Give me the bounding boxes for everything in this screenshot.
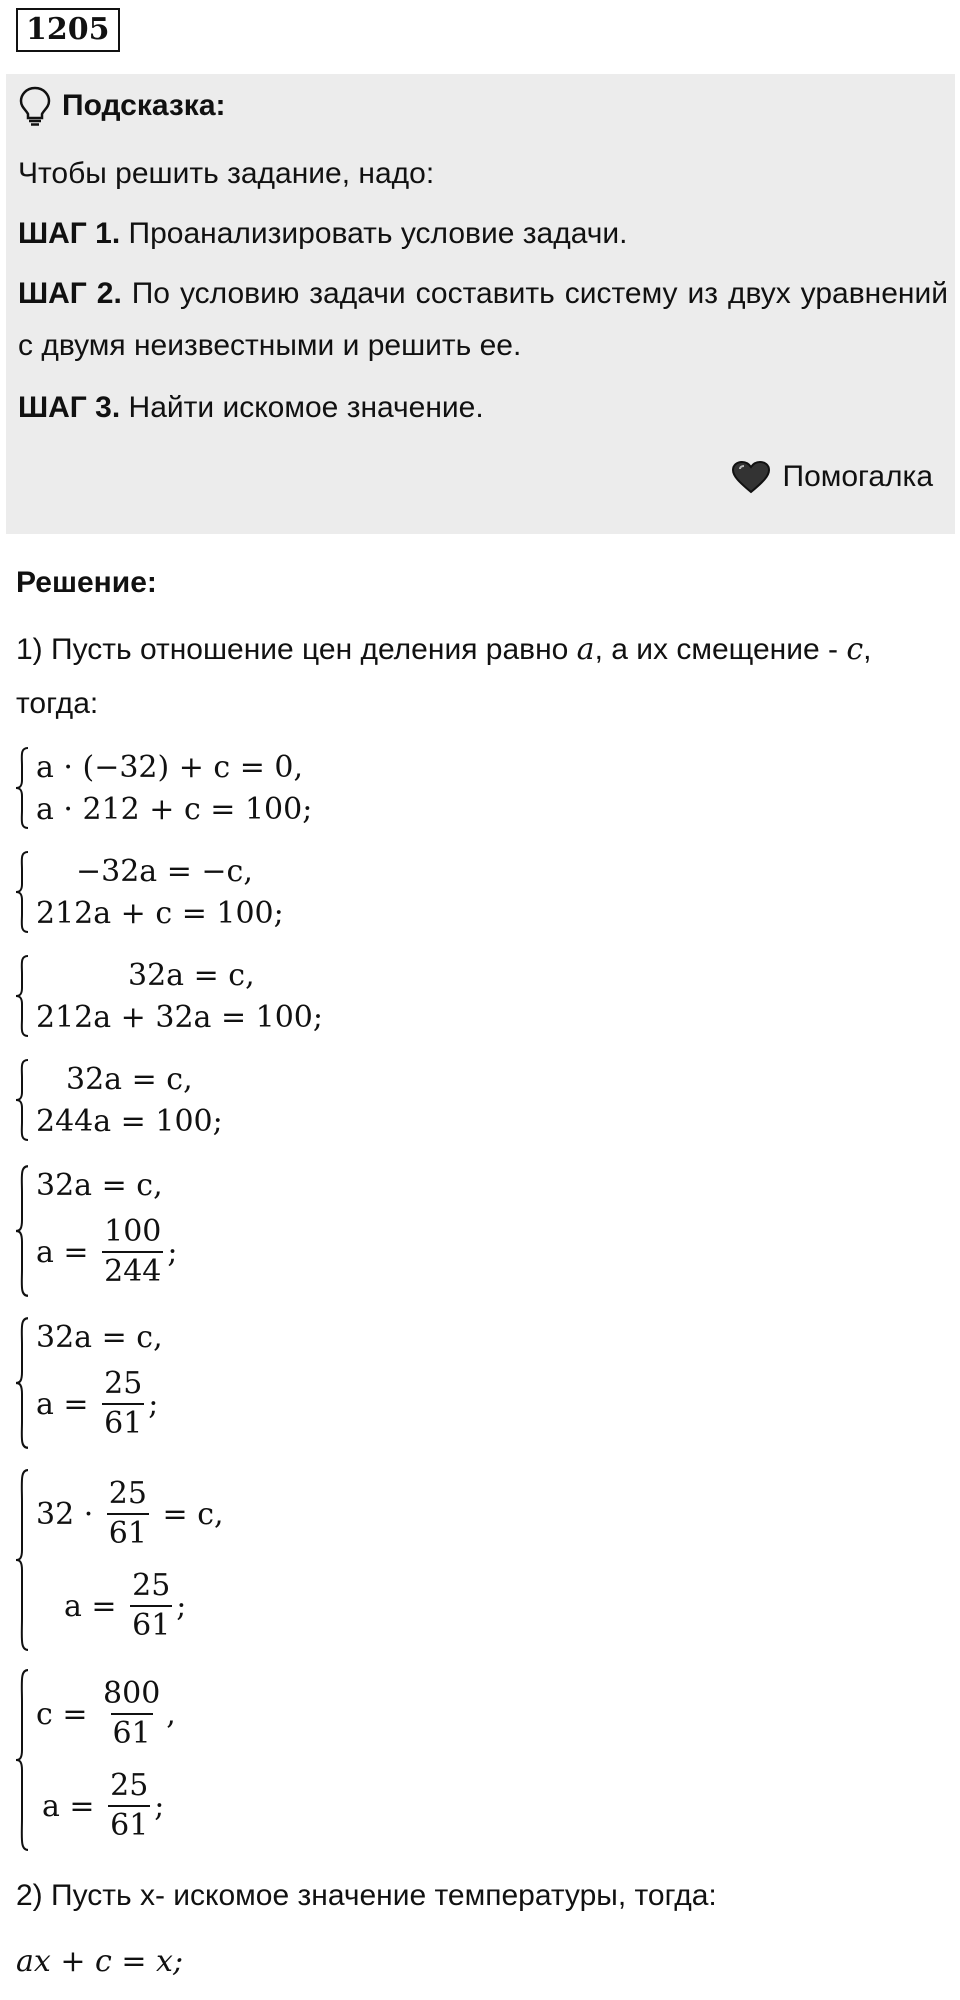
helper-label: Помогалка	[782, 460, 933, 493]
solution-step-1-then: тогда:	[16, 687, 99, 720]
numerator: 100	[104, 1214, 162, 1249]
system-8-row-2	[36, 1760, 176, 1852]
system-5-row-2	[36, 1206, 177, 1298]
rhs: = c,	[152, 1496, 224, 1532]
system-3-row-2: 212a + 32a = 100;	[36, 999, 323, 1035]
hint-intro: Чтобы решить задание, надо:	[18, 157, 435, 190]
var-c: c	[846, 632, 864, 667]
equation-system-1	[14, 746, 312, 830]
fraction	[108, 1767, 150, 1845]
fraction	[101, 1675, 162, 1753]
system-5-row-1: 32a = c,	[36, 1167, 163, 1203]
solution-step-1-line	[16, 624, 946, 676]
left-brace	[14, 1668, 30, 1852]
step-2-label: ШАГ 2.	[18, 277, 122, 310]
lhs: a =	[36, 1234, 99, 1270]
equation-system-4	[14, 1058, 223, 1142]
punct: ;	[176, 1588, 187, 1624]
lhs: a =	[42, 1788, 105, 1824]
step-3-label: ШАГ 3.	[18, 391, 121, 424]
var-a: a	[576, 632, 595, 667]
step-1-text: Проанализировать условие задачи.	[120, 217, 628, 250]
hint-box	[6, 74, 955, 534]
equation-system-8	[14, 1668, 176, 1852]
fraction	[102, 1213, 163, 1291]
system-3-row-1: 32a = c,	[128, 957, 255, 993]
system-4-row-2: 244a = 100;	[36, 1103, 223, 1139]
step-2-text: По условию задачи составить систему из двух уравнений с двумя неизвестными и решить ее.	[18, 277, 948, 362]
equation-system-3	[14, 954, 323, 1038]
numerator: 25	[108, 1476, 147, 1511]
numerator: 25	[110, 1768, 149, 1803]
denominator: 61	[102, 1403, 144, 1443]
step1-text-c: ,	[863, 633, 872, 666]
system-6-row-2	[36, 1358, 163, 1450]
hint-title	[18, 86, 226, 126]
denominator: 61	[108, 1805, 150, 1845]
system-1-row-2: a · 212 + c = 100;	[36, 791, 313, 827]
helper-link[interactable]	[731, 460, 934, 494]
lhs: a =	[36, 1386, 99, 1422]
numerator: 800	[103, 1676, 161, 1711]
punct: ;	[167, 1234, 178, 1270]
solution-title: Решение:	[16, 566, 157, 599]
left-brace	[14, 1058, 30, 1142]
denominator: 244	[102, 1251, 163, 1291]
left-brace	[14, 1468, 30, 1652]
step1-text-a: 1) Пусть отношение цен деления равно	[16, 633, 577, 666]
left-brace	[14, 850, 30, 934]
punct: ,	[166, 1696, 176, 1732]
system-2-row-1: −32a = −c,	[76, 853, 253, 889]
heart-icon	[731, 460, 771, 494]
system-7-row-2	[36, 1560, 224, 1652]
equation-system-2	[14, 850, 284, 934]
step1-text-b: , а их смещение -	[594, 633, 847, 666]
denominator: 61	[130, 1605, 172, 1645]
punct: ;	[148, 1386, 159, 1422]
denominator: 61	[107, 1513, 149, 1553]
system-6-row-1: 32a = c,	[36, 1319, 163, 1355]
numerator: 25	[104, 1366, 143, 1401]
denominator: 61	[111, 1713, 153, 1753]
lhs: 32 ·	[36, 1496, 103, 1532]
punct: ;	[154, 1788, 165, 1824]
left-brace	[14, 746, 30, 830]
system-1-row-1: a · (−32) + c = 0,	[36, 749, 304, 785]
fraction	[102, 1365, 144, 1443]
lightbulb-icon	[18, 86, 52, 126]
lhs: a =	[64, 1588, 127, 1624]
hint-step-2	[18, 268, 948, 372]
hint-title-text: Подсказка:	[62, 89, 226, 122]
fraction	[130, 1567, 172, 1645]
left-brace	[14, 1316, 30, 1450]
system-7-row-1	[36, 1468, 224, 1560]
lhs: c =	[36, 1696, 98, 1732]
hint-step-1	[18, 208, 948, 260]
step-1-label: ШАГ 1.	[18, 217, 121, 250]
equation-system-5	[14, 1164, 177, 1298]
left-brace	[14, 954, 30, 1038]
final-equation: ax + c = x;	[16, 1944, 184, 1979]
step-3-text: Найти искомое значение.	[120, 391, 484, 424]
left-brace	[14, 1164, 30, 1298]
solution-step-2-line: 2) Пусть х- искомое значение температуры, тогда:	[16, 1879, 717, 1912]
equation-system-6	[14, 1316, 163, 1450]
task-number: 1205	[16, 8, 120, 52]
hint-step-3	[18, 382, 948, 434]
system-8-row-1	[36, 1668, 176, 1760]
numerator: 25	[132, 1568, 171, 1603]
fraction	[107, 1475, 149, 1553]
system-2-row-2: 212a + c = 100;	[36, 895, 284, 931]
equation-system-7	[14, 1468, 224, 1652]
system-4-row-1: 32a = c,	[66, 1061, 193, 1097]
